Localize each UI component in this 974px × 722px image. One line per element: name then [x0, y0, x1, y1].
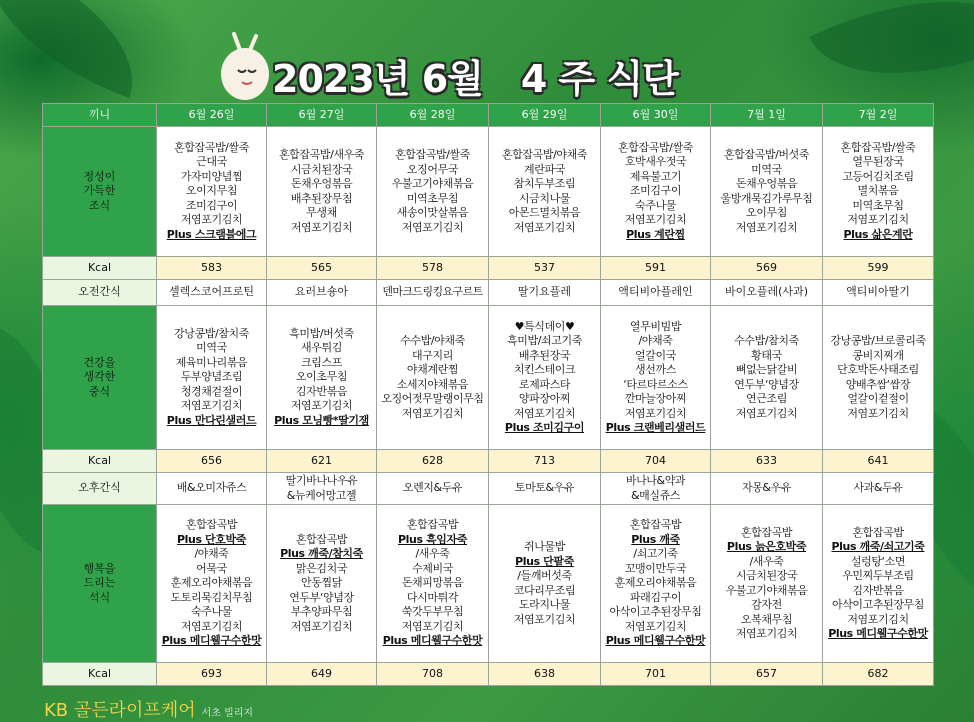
menu-item: 오이지무침: [185, 184, 238, 198]
menu-item: /야채죽: [638, 334, 673, 347]
menu-item: 저염포기김치: [847, 213, 909, 227]
menu-item: Plus 메디웰구수한맛: [161, 634, 262, 648]
menu-item: 딸기바나나우유: [285, 474, 358, 487]
menu-item: 부추양파무침: [290, 605, 353, 619]
kcal-label: Kcal: [43, 257, 157, 280]
menu-item: 연두부‘양념장: [734, 377, 799, 391]
meal-cell: [489, 127, 601, 257]
kcal-value: 693: [157, 663, 267, 686]
menu-item: 강낭콩밥/브로콜리죽: [830, 334, 926, 347]
snack-cell: 액티비아플레인: [601, 280, 711, 306]
snack-cell: [489, 473, 601, 505]
menu-item: Plus 메디웰구수한맛: [382, 634, 483, 648]
menu-item: /들깨버섯죽: [517, 569, 572, 582]
meal-cell: [377, 505, 489, 663]
menu-item: 아삭이고추된장무침: [609, 605, 702, 619]
snack-cell: 딸기요플레: [489, 280, 601, 306]
menu-item: 돈채우엉볶음: [735, 177, 798, 190]
menu-item: Plus 깨죽/쇠고기죽: [831, 540, 925, 553]
kcal-value: 708: [377, 663, 489, 686]
menu-item: 숙주나물: [635, 198, 676, 212]
menu-item: 계란파국: [524, 162, 565, 176]
kcal-value: 656: [157, 450, 267, 473]
kcal-value: 657: [711, 663, 823, 686]
menu-item: 우민찌두부조림: [842, 569, 914, 582]
kcal-row: [43, 450, 934, 473]
menu-item: Plus 단팥죽: [515, 554, 574, 568]
menu-item: 강낭콩밥/참치죽: [174, 326, 249, 340]
menu-item: 대구지리: [412, 348, 453, 362]
menu-item: 아몬드멸치볶음: [508, 206, 581, 219]
snack-cell: [157, 473, 267, 505]
menu-item: 연두부‘양념장: [289, 590, 354, 604]
menu-item: 청경채겉절이: [180, 384, 243, 398]
meal-cell: [377, 306, 489, 450]
menu-item: 오징어무국: [406, 162, 459, 176]
menu-item: 김자반볶음: [295, 384, 348, 398]
menu-item: 혼합잡곡밥: [740, 525, 793, 539]
menu-item: 미역초무침: [406, 191, 459, 205]
breakfast-label: 정성이 가득한 조식: [43, 127, 157, 257]
menu-item: 토마토&우유: [514, 481, 575, 495]
kcal-value: 704: [601, 450, 711, 473]
menu-item: 꼬맹이만두국: [624, 561, 687, 575]
meal-cell: [823, 306, 934, 450]
menu-item: 조미김구이: [629, 184, 682, 198]
menu-item: 흑미밥/버섯죽: [289, 326, 354, 340]
meal-cell: [601, 505, 711, 663]
snail-icon: [210, 30, 272, 102]
menu-item: 저염포기김치: [513, 406, 576, 420]
morning-snack-label: 오전간식: [43, 280, 157, 306]
meal-cell: [601, 127, 711, 257]
kcal-value: 633: [711, 450, 823, 473]
menu-item: 흑미밥/쇠고기죽: [507, 334, 582, 347]
kcal-value: 649: [267, 663, 377, 686]
menu-item: Plus 메디웰구수한맛: [605, 634, 706, 648]
kcal-value: 565: [267, 257, 377, 280]
menu-item: 저염포기김치: [180, 399, 243, 413]
snack-cell: [377, 473, 489, 505]
menu-item: 돈채피망볶음: [401, 576, 464, 590]
dinner-row: [43, 505, 934, 663]
menu-item: 저염포기김치: [735, 220, 798, 234]
meal-cell: [711, 306, 823, 450]
meal-cell: [267, 505, 377, 663]
menu-item: 연근조림: [746, 392, 787, 405]
menu-item: 치킨스테이크: [513, 363, 576, 376]
kcal-value: 583: [157, 257, 267, 280]
dinner-label: 행복을 드리는 석식: [43, 505, 157, 663]
menu-item: Plus 깨죽: [631, 532, 680, 546]
meal-cell: [711, 127, 823, 257]
menu-item: 뼈없는닭갈비: [735, 363, 798, 376]
menu-item: 사과&두유: [853, 481, 903, 495]
kcal-value: 682: [823, 663, 934, 686]
menu-item: 혼합잡곡밥/버섯죽: [723, 148, 810, 161]
menu-item: 배추된장무침: [290, 191, 353, 205]
meal-cell: [489, 306, 601, 450]
snack-cell: [267, 473, 377, 505]
snack-cell: 요러브숑아: [267, 280, 377, 306]
menu-item: 무생채: [306, 206, 337, 219]
menu-item: 근대국: [196, 155, 227, 169]
kcal-value: 537: [489, 257, 601, 280]
menu-item: 로제파스타: [518, 377, 571, 391]
snack-cell: [601, 473, 711, 505]
kcal-label: Kcal: [43, 663, 157, 686]
menu-item: 배&오미자쥬스: [176, 481, 247, 495]
menu-item: Plus 계란찜: [626, 227, 685, 241]
lunch-label: 건강을 생각한 중식: [43, 306, 157, 450]
afternoon-snack-label: 오후간식: [43, 473, 157, 505]
kcal-label: Kcal: [43, 450, 157, 473]
menu-item: 다시마튀각: [406, 590, 459, 604]
menu-item: 쑥갓두부무침: [401, 605, 464, 619]
date-header: 6월 27일: [267, 104, 377, 127]
lunch-row: [43, 306, 934, 450]
meal-cell: [157, 306, 267, 450]
menu-item: 배추된장국: [518, 348, 571, 362]
meal-cell: [489, 505, 601, 663]
kcal-value: 599: [823, 257, 934, 280]
menu-item: Plus 스크램블에그: [166, 227, 257, 241]
menu-item: 저염포기김치: [513, 612, 576, 626]
menu-item: Plus 크랜베리샐러드: [605, 421, 706, 434]
menu-item: 저염포기김치: [735, 406, 798, 420]
menu-item: 저염포기김치: [180, 213, 243, 227]
date-header: 7월 1일: [711, 104, 823, 127]
snack-cell: [711, 473, 823, 505]
menu-item: 저염포기김치: [624, 213, 687, 227]
menu-item: &매실쥬스: [630, 488, 681, 502]
menu-item: /새우죽: [415, 547, 450, 561]
menu-item: 저염포기김치: [401, 220, 464, 234]
menu-item: 우불고기야채볶음: [391, 177, 474, 190]
menu-item: 얼갈이겉절이: [847, 392, 909, 405]
kcal-value: 713: [489, 450, 601, 473]
menu-item: 미역국: [751, 162, 782, 176]
page-title: 2023년 6월 4 주 식단: [272, 57, 678, 101]
menu-item: 혼합잡곡밥/새우죽: [278, 148, 365, 161]
menu-item: 크림스프: [301, 355, 342, 369]
menu-item: 수수밥/참치죽: [734, 334, 799, 347]
menu-item: Plus 조미김구이: [504, 421, 585, 434]
menu-item: 콩비지찌개: [852, 348, 904, 362]
menu-item: 두부양념조림: [180, 370, 243, 384]
menu-item: 코다리무조림: [513, 583, 576, 597]
meal-cell: [601, 306, 711, 450]
leaf-decoration: [0, 0, 160, 98]
menu-item: 시금치된장국: [735, 569, 798, 582]
menu-item: 참치두부조림: [513, 177, 576, 190]
menu-item: 혼합잡곡밥: [295, 532, 348, 546]
meal-cell: [377, 127, 489, 257]
menu-item: Plus 모닝빵*딸기잼: [274, 413, 369, 427]
menu-item: 저염포기김치: [180, 619, 243, 633]
menu-item: 미역국: [196, 341, 227, 355]
menu-item: /쇠고기죽: [633, 547, 678, 561]
menu-item: &뉴케어망고젤: [286, 488, 357, 502]
menu-item: 제육미나리볶음: [175, 355, 248, 369]
menu-item: Plus 늙은호박죽: [726, 540, 807, 553]
meal-cell: [267, 127, 377, 257]
menu-item: 도라지나물: [518, 598, 571, 611]
menu-item: /야채죽: [194, 547, 229, 561]
menu-item: 얼갈이국: [635, 348, 676, 362]
menu-item: 오복채무침: [740, 612, 793, 626]
menu-item: 오이초무침: [295, 370, 348, 384]
kcal-value: 569: [711, 257, 823, 280]
date-header: 6월 30일: [601, 104, 711, 127]
kcal-value: 578: [377, 257, 489, 280]
meal-cell: [267, 306, 377, 450]
meal-cell: [711, 505, 823, 663]
menu-item: 저염포기김치: [513, 220, 576, 234]
menu-item: 제육불고기: [629, 169, 682, 183]
meal-cell: [157, 127, 267, 257]
menu-item: 혼합잡곡밥: [629, 518, 682, 532]
menu-item: 오이무침: [746, 206, 787, 219]
menu-item: Plus 삶은계란: [843, 227, 913, 241]
menu-item: 미역초무침: [852, 198, 904, 212]
menu-item: 자몽&우유: [741, 481, 792, 495]
menu-item: 도토리묵김치무침: [170, 590, 253, 604]
menu-item: 혼합잡곡밥/쌀죽: [840, 140, 916, 154]
snack-cell: 액티비아딸기: [823, 280, 934, 306]
menu-item: 혼합잡곡밥: [852, 525, 904, 539]
menu-item: 저염포기김치: [735, 627, 798, 640]
header-row: [43, 104, 934, 127]
menu-item: 가자미양념찜: [180, 169, 243, 183]
menu-item: 양파장아찌: [518, 392, 571, 405]
kcal-value: 628: [377, 450, 489, 473]
menu-item: 시금치된장국: [290, 162, 353, 176]
menu-item: 생선까스: [635, 363, 676, 376]
menu-item: 우불고기야채볶음: [725, 583, 808, 597]
menu-item: 저염포기김치: [290, 619, 353, 633]
menu-item: 저염포기김치: [401, 406, 464, 420]
menu-item: Plus 깨죽/참치죽: [280, 547, 363, 561]
menu-item: 맑은김치국: [295, 561, 348, 575]
menu-item: 설렁탕‘소면: [850, 554, 906, 568]
menu-item: 고등어김치조림: [842, 169, 914, 183]
menu-item: 감자전: [751, 598, 782, 611]
menu-item: 혼합잡곡밥/야채죽: [501, 148, 588, 161]
afternoon-snack-row: [43, 473, 934, 505]
menu-item: 오징어젓무말랭이무침: [381, 392, 484, 405]
menu-item: 열무비빔밥: [629, 319, 682, 333]
menu-item: 훈제오리야채볶음: [614, 576, 697, 590]
menu-item: 돈채우엉볶음: [290, 177, 353, 190]
menu-item: 멸치볶음: [857, 184, 899, 198]
menu-item: 저염포기김치: [847, 406, 909, 420]
meal-label-header: 끼니: [43, 104, 157, 127]
meal-cell: [157, 505, 267, 663]
menu-item: 아삭이고추된장무침: [831, 598, 925, 611]
menu-item: Plus 단호박죽: [177, 532, 246, 546]
date-header: 7월 2일: [823, 104, 934, 127]
menu-item: 저염포기김치: [290, 399, 353, 413]
menu-item: 어묵국: [196, 561, 227, 575]
menu-item: 황태국: [751, 348, 782, 362]
menu-item: 저염포기김치: [624, 619, 687, 633]
menu-item: 숙주나물: [191, 605, 232, 619]
menu-item: /새우죽: [749, 554, 784, 568]
menu-item: 혼합잡곡밥/쌀죽: [395, 148, 470, 161]
kcal-value: 701: [601, 663, 711, 686]
menu-item: 시금치나물: [518, 191, 571, 205]
menu-item: 김자반볶음: [852, 583, 904, 597]
snack-cell: [823, 473, 934, 505]
menu-item: 쥐나물밥: [524, 540, 565, 553]
menu-item: 조미김구이: [185, 198, 238, 212]
brand-sub: 서초 빌리지: [201, 708, 254, 719]
breakfast-row: [43, 127, 934, 257]
menu-item: 호박새우젓국: [624, 155, 687, 169]
kcal-row: [43, 257, 934, 280]
meal-table: [42, 103, 934, 686]
menu-item: 파래김구이: [629, 590, 682, 604]
menu-item: 수수밥/야채죽: [400, 334, 465, 347]
menu-item: 혼합잡곡밥: [406, 518, 459, 532]
menu-item: 혼합잡곡밥/쌀죽: [618, 140, 693, 154]
menu-item: 안동찜닭: [301, 576, 342, 590]
menu-item: 양배추쌈‘쌈장: [845, 377, 911, 391]
menu-item: ‘타르타르소스: [623, 377, 688, 391]
menu-item: 저염포기김치: [401, 619, 464, 633]
menu-item: ♥특식데이♥: [514, 319, 575, 333]
menu-item: Plus 흑임자죽: [398, 532, 467, 546]
kcal-value: 591: [601, 257, 711, 280]
date-header: 6월 29일: [489, 104, 601, 127]
kcal-row: [43, 663, 934, 686]
meal-cell: [823, 127, 934, 257]
date-header: 6월 28일: [377, 104, 489, 127]
footer-brand: [44, 696, 253, 720]
morning-snack-row: [43, 280, 934, 306]
menu-item: 혼합잡곡밥: [185, 518, 238, 532]
menu-item: 혼합잡곡밥/쌀죽: [174, 140, 249, 154]
menu-item: 깐마늘장아찌: [624, 392, 687, 405]
kcal-value: 621: [267, 450, 377, 473]
menu-item: 저염포기김치: [847, 612, 909, 626]
kcal-value: 641: [823, 450, 934, 473]
snack-cell: 바이오플레(사과): [711, 280, 823, 306]
menu-item: 저염포기김치: [290, 220, 353, 234]
menu-item: Plus 메디웰구수한맛: [828, 627, 928, 640]
menu-item: 오렌지&두유: [402, 481, 463, 495]
menu-item: 바나나&약과: [625, 474, 686, 487]
menu-item: 새우튀김: [301, 341, 342, 355]
kcal-value: 638: [489, 663, 601, 686]
menu-item: Plus 만다린샐러드: [166, 413, 257, 427]
menu-item: 울방개묵김가루무침: [720, 191, 813, 205]
menu-item: 야채계란찜: [406, 363, 459, 376]
date-header: 6월 26일: [157, 104, 267, 127]
menu-item: 수제비국: [412, 561, 453, 575]
meal-cell: [823, 505, 934, 663]
snack-cell: 덴마크드링킹요구르트: [377, 280, 489, 306]
menu-item: 훈제오리야채볶음: [170, 576, 253, 590]
snack-cell: 셀렉스코어프로틴: [157, 280, 267, 306]
menu-item: 열무된장국: [852, 155, 904, 169]
menu-item: 새송이맛살볶음: [396, 206, 469, 219]
menu-item: 단호박돈사태조림: [837, 363, 919, 376]
menu-item: 저염포기김치: [624, 406, 687, 420]
menu-item: 소세지야채볶음: [396, 377, 469, 391]
brand-name: KB 골든라이프케어: [44, 700, 196, 721]
